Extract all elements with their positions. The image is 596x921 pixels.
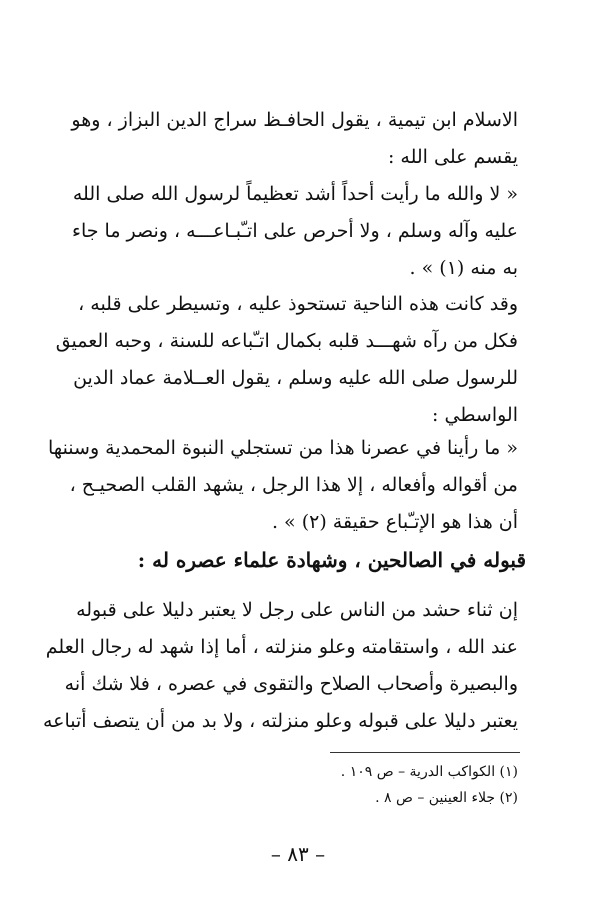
text-line: وقد كانت هذه الناحية تستحوذ عليه ، وتسيطر على قلبه ، (78, 293, 518, 315)
text-line: الواسطي : (432, 404, 518, 426)
footnote-1: (١) الكواكب الدرية – ص ١٠٩ . (340, 764, 518, 780)
text-line: للرسول صلى الله عليه وسلم ، يقول العــلامة عماد الدين (73, 367, 518, 389)
text-line: والبصيرة وأصحاب الصلاح والتقوى في عصره ، فلا شك أنه (64, 673, 518, 695)
quote-al-bazzar (72, 176, 518, 287)
text-line: يقسم على الله : (387, 146, 518, 168)
text-line: عليه وآله وسلم ، ولا أحرص على اتـّبـاعـــه ، ونصر ما جاء (72, 220, 518, 242)
text-line: الاسلام ابن تيمية ، يقول الحافـظ سراج الدين البزاز ، وهو (71, 109, 518, 131)
paragraph-following (55, 286, 518, 434)
footnote-divider (330, 752, 520, 753)
text-line: يعتبر دليلا على قبوله وعلو منزلته ، ولا بد من أن يتصف أتباعه (42, 710, 518, 732)
text-line: إن ثناء حشد من الناس على رجل لا يعتبر دليلا على قبوله (76, 599, 518, 621)
paragraph-acceptance (42, 592, 518, 740)
footnote-2: (٢) جلاء العينين – ص ٨ . (375, 790, 518, 806)
section-heading: قبوله في الصالحين ، وشهادة علماء عصره له : (137, 548, 526, 572)
text-line: فكل من رآه شهـــد قلبه بكمال اتـّباعه للسنة ، وحبه العميق (55, 330, 518, 352)
page-number: – ٨٣ – (270, 842, 326, 866)
text-line: أن هذا هو الإتـّباع حقيقة (٢) » . (271, 511, 518, 533)
text-line: به منه (١) » . (409, 257, 518, 279)
quote-al-wasiti (48, 430, 518, 541)
paragraph-intro (71, 102, 518, 176)
text-line: من أقواله وأفعاله ، إلا هذا الرجل ، يشهد القلب الصحيـح ، (69, 474, 518, 496)
text-line: « لا والله ما رأيت أحداً أشد تعظيماً لرسول الله صلى الله (72, 183, 518, 205)
text-line: عند الله ، واستقامته وعلو منزلته ، أما إذا شهد له رجال العلم (45, 636, 518, 658)
text-line: « ما رأينا في عصرنا هذا من تستجلي النبوة المحمدية وسننها (48, 437, 518, 459)
